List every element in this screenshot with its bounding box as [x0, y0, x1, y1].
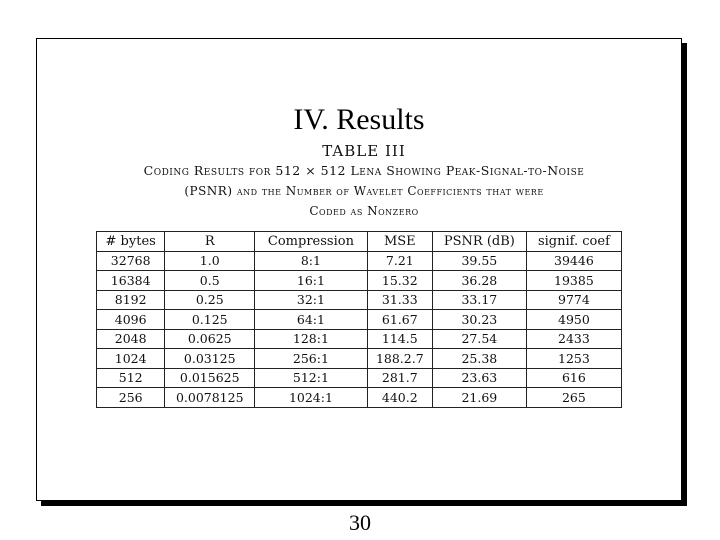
header-r: R	[165, 232, 255, 252]
cell-r: 0.0625	[165, 329, 255, 349]
cell-psnr: 33.17	[432, 290, 526, 310]
cell-psnr: 36.28	[432, 271, 526, 291]
table-header-row	[97, 232, 622, 252]
cell-compression: 1024:1	[255, 388, 368, 408]
table-row	[97, 290, 622, 310]
cell-psnr: 21.69	[432, 388, 526, 408]
cell-mse: 7.21	[367, 251, 432, 271]
cell-bytes: 8192	[97, 290, 165, 310]
cell-r: 0.125	[165, 310, 255, 330]
table-row	[97, 368, 622, 388]
cell-bytes: 256	[97, 388, 165, 408]
cell-bytes: 1024	[97, 349, 165, 369]
cell-r: 0.015625	[165, 368, 255, 388]
table-row	[97, 329, 622, 349]
cell-mse: 114.5	[367, 329, 432, 349]
cell-compression: 256:1	[255, 349, 368, 369]
cell-psnr: 30.23	[432, 310, 526, 330]
cell-r: 1.0	[165, 251, 255, 271]
table-row	[97, 251, 622, 271]
cell-mse: 188.2.7	[367, 349, 432, 369]
cell-signif-coef: 9774	[526, 290, 621, 310]
cell-signif-coef: 616	[526, 368, 621, 388]
cell-bytes: 512	[97, 368, 165, 388]
cell-signif-coef: 39446	[526, 251, 621, 271]
caption-line-1: Coding Results for 512 × 512 Lena Showing Peak-Signal-to-Noise	[143, 163, 585, 178]
results-table	[96, 231, 622, 408]
cell-r: 0.03125	[165, 349, 255, 369]
cell-mse: 440.2	[367, 388, 432, 408]
header-signif-coef: signif. coef	[526, 232, 621, 252]
cell-mse: 281.7	[367, 368, 432, 388]
table-body	[97, 251, 622, 407]
cell-compression: 512:1	[255, 368, 368, 388]
cell-signif-coef: 4950	[526, 310, 621, 330]
cell-compression: 128:1	[255, 329, 368, 349]
cell-signif-coef: 1253	[526, 349, 621, 369]
cell-bytes: 4096	[97, 310, 165, 330]
header-psnr: PSNR (dB)	[432, 232, 526, 252]
cell-signif-coef: 19385	[526, 271, 621, 291]
cell-compression: 32:1	[255, 290, 368, 310]
cell-mse: 15.32	[367, 271, 432, 291]
table-caption	[84, 142, 644, 221]
cell-signif-coef: 2433	[526, 329, 621, 349]
cell-psnr: 23.63	[432, 368, 526, 388]
header-compression: Compression	[255, 232, 368, 252]
page-number: 30	[349, 510, 371, 535]
cell-signif-coef: 265	[526, 388, 621, 408]
cell-compression: 64:1	[255, 310, 368, 330]
cell-bytes: 2048	[97, 329, 165, 349]
cell-r: 0.5	[165, 271, 255, 291]
header-mse: MSE	[367, 232, 432, 252]
cell-r: 0.25	[165, 290, 255, 310]
cell-compression: 8:1	[255, 251, 368, 271]
caption-line-3: Coded as Nonzero	[309, 204, 419, 218]
cell-r: 0.0078125	[165, 388, 255, 408]
cell-psnr: 39.55	[432, 251, 526, 271]
table-row	[97, 271, 622, 291]
cell-psnr: 27.54	[432, 329, 526, 349]
table-row	[97, 349, 622, 369]
cell-compression: 16:1	[255, 271, 368, 291]
table-row	[97, 310, 622, 330]
header-bytes: # bytes	[97, 232, 165, 252]
caption-line-2: (PSNR) and the Number of Wavelet Coefficients that were	[184, 184, 544, 198]
cell-bytes: 32768	[97, 251, 165, 271]
slide-title: IV. Results	[293, 103, 425, 136]
table-row	[97, 388, 622, 408]
table-label: TABLE III	[322, 142, 406, 160]
cell-psnr: 25.38	[432, 349, 526, 369]
cell-mse: 61.67	[367, 310, 432, 330]
cell-mse: 31.33	[367, 290, 432, 310]
cell-bytes: 16384	[97, 271, 165, 291]
